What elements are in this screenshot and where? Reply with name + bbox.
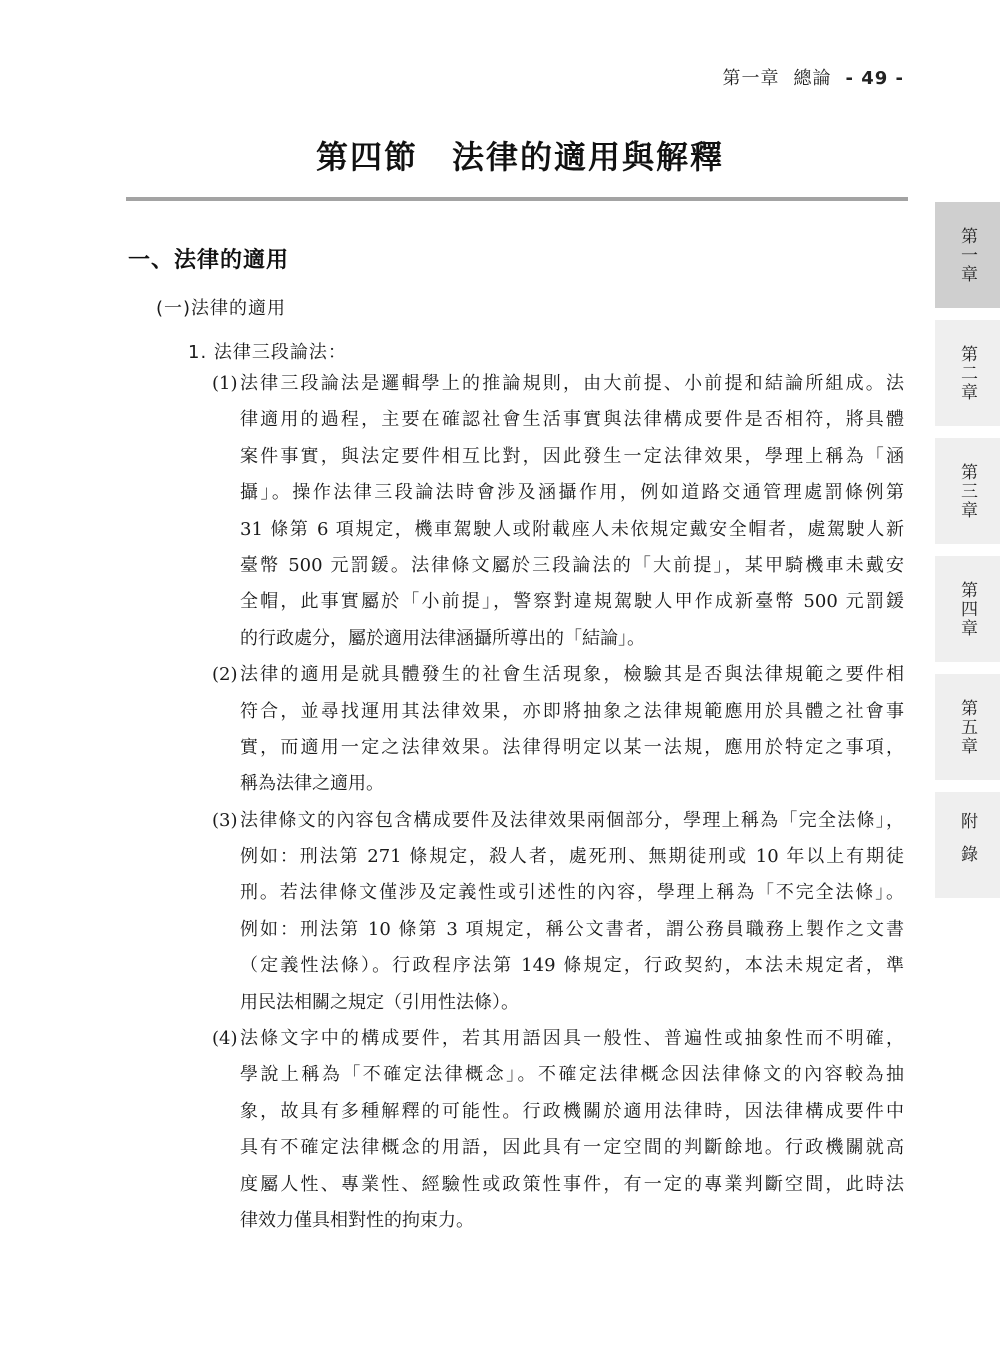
paragraph-line: 法律條文的內容包含構成要件及法律效果兩個部分，學理上稱為「完全法條」， [240, 809, 904, 831]
paragraph-line: 象，故具有多種解釋的可能性。行政機關於適用法律時，因法律構成要件中 [240, 1100, 904, 1122]
tab-chapter-2[interactable] [935, 320, 1000, 426]
paragraph-line: （定義性法條）。行政程序法第 149 條規定，行政契約，本法未規定者，準 [240, 955, 904, 977]
tab-label: 第二章 [957, 344, 977, 402]
paragraph-line: 律適用的過程，主要在確認社會生活事實與法律構成要件是否相符，將具體 [240, 409, 904, 431]
running-header [722, 64, 904, 90]
paragraph-line: 的行政處分，屬於適用法律涵攝所導出的「結論」。 [240, 627, 645, 649]
paragraph-line: 臺幣 500 元罰鍰。法律條文屬於三段論法的「大前提」，某甲騎機車未戴安 [240, 554, 904, 576]
paragraph-line: 攝」。操作法律三段論法時會涉及涵攝作用，例如道路交通管理處罰條例第 [240, 482, 904, 504]
tab-label: 第三章 [957, 462, 977, 520]
paragraph [212, 803, 904, 1021]
paragraph [212, 366, 904, 657]
tab-chapter-3[interactable] [935, 438, 1000, 544]
paragraph-number: (3) [212, 809, 238, 831]
tab-label: 附錄 [957, 812, 977, 878]
tab-chapter-4[interactable] [935, 556, 1000, 662]
paragraph-line: 法條文字中的構成要件，若其用語因具一般性、普遍性或抽象性而不明確， [240, 1028, 904, 1050]
tab-chapter-1[interactable] [935, 202, 1000, 308]
paragraph-line: 學說上稱為「不確定法律概念」。不確定法律概念因法律條文的內容較為抽 [240, 1064, 904, 1086]
title-divider [126, 197, 908, 201]
header-chapter-name: 總論 [793, 68, 832, 89]
paragraph-line: 例如：刑法第 10 條第 3 項規定，稱公文書者，謂公務員職務上製作之文書 [240, 918, 904, 940]
paragraph-line: 法律三段論法是邏輯學上的推論規則，由大前提、小前提和結論所組成。法 [240, 373, 904, 394]
tab-appendix[interactable] [935, 792, 1000, 898]
paragraph-line: 案件事實，與法定要件相互比對，因此發生一定法律效果，學理上稱為「涵 [240, 445, 904, 467]
paragraph-number: (1) [212, 373, 238, 394]
paragraph-body [240, 366, 904, 657]
paragraph-line: 律效力僅具相對性的拘束力。 [240, 1209, 474, 1231]
paragraph-line: 31 條第 6 項規定，機車駕駛人或附載座人未依規定戴安全帽者，處駕駛人新 [240, 518, 904, 540]
paragraph-body [240, 1021, 904, 1239]
paragraph-line: 用民法相關之規定（引用性法條）。 [240, 991, 519, 1013]
paragraph-line: 法律的適用是就具體發生的社會生活現象，檢驗其是否與法律規範之要件相 [240, 664, 904, 686]
tab-label: 第四章 [957, 580, 977, 638]
chapter-tabs [935, 202, 1000, 910]
body-paragraphs [212, 366, 904, 1239]
paragraph-line: 例如：刑法第 271 條規定，殺人者，處死刑、無期徒刑或 10 年以上有期徒 [240, 846, 904, 868]
paragraph-number: (4) [212, 1028, 238, 1050]
header-chapter: 第一章 [722, 68, 780, 89]
paragraph-number: (2) [212, 664, 238, 686]
paragraph-line: 刑。若法律條文僅涉及定義性或引述性的內容，學理上稱為「不完全法條」。 [240, 882, 904, 904]
heading-level-3: 1. 法律三段論法： [188, 342, 347, 363]
paragraph-line: 實，而適用一定之法律效果。法律得明定以某一法規，應用於特定之事項， [240, 736, 904, 758]
tab-chapter-5[interactable] [935, 674, 1000, 780]
tab-label: 第一章 [957, 226, 977, 284]
paragraph-body [240, 803, 904, 1021]
tab-label: 第五章 [957, 698, 977, 756]
page-number: - 49 - [845, 68, 904, 89]
paragraph-body [240, 657, 904, 803]
section-title: 第四節 法律的適用與解釋 [315, 138, 724, 176]
paragraph-line: 符合，並尋找運用其法律效果，亦即將抽象之法律規範應用於具體之社會事 [240, 700, 904, 722]
paragraph-line: 全帽，此事實屬於「小前提」，警察對違規駕駛人甲作成新臺幣 500 元罰鍰 [240, 591, 904, 613]
paragraph-line: 稱為法律之適用。 [240, 773, 384, 795]
paragraph [212, 1021, 904, 1239]
paragraph [212, 657, 904, 803]
heading-level-2: (一)法律的適用 [156, 298, 287, 319]
paragraph-line: 度屬人性、專業性、經驗性或政策性事件，有一定的專業判斷空間，此時法 [240, 1173, 904, 1195]
paragraph-line: 具有不確定法律概念的用語，因此具有一定空間的判斷餘地。行政機關就高 [240, 1137, 904, 1159]
heading-level-1: 一、法律的適用 [128, 248, 290, 273]
